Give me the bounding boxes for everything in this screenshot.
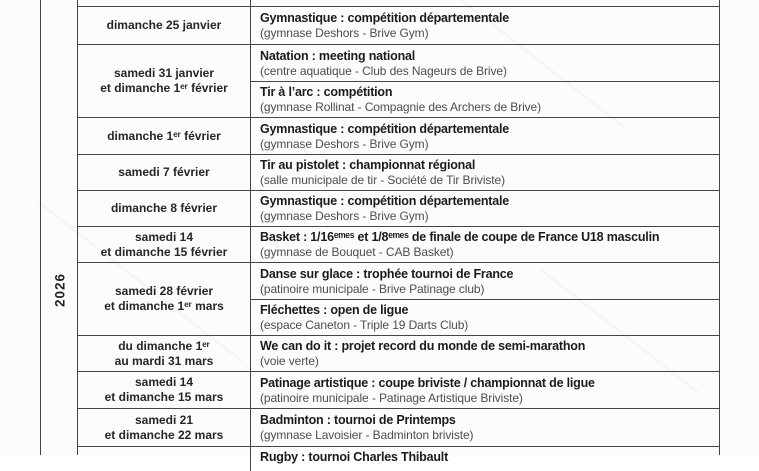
date-cell	[78, 7, 251, 44]
date-line: et dimanche 22 mars	[104, 427, 224, 442]
events-cell	[251, 227, 719, 262]
event-venue: (patinoire municipale - Brive Patinage club)	[260, 281, 485, 296]
table-row	[78, 227, 719, 263]
event-venue: (patinoire municipale - Patinage Artistique Briviste)	[260, 390, 523, 405]
date-cell	[78, 227, 251, 262]
events-cell	[251, 7, 719, 44]
table-row	[78, 118, 719, 155]
event	[251, 191, 719, 226]
events-cell	[251, 118, 719, 154]
table-row	[78, 155, 719, 191]
date-line: dimanche 8 février	[110, 201, 218, 215]
event	[251, 155, 719, 190]
table-row	[78, 45, 719, 118]
date-line: dimanche 1ᵉʳ février	[107, 128, 221, 143]
date-cell	[78, 118, 251, 154]
date-line: et dimanche 15 février	[100, 244, 228, 259]
event-venue: (gymnase Deshors - Brive Gym)	[260, 26, 429, 40]
events-cell	[251, 447, 719, 471]
events-cell	[251, 0, 719, 6]
event	[251, 300, 719, 335]
date-cell	[78, 191, 251, 226]
event-title: Danse sur glace : trophée tournoi de France	[260, 266, 514, 281]
table-row	[78, 191, 719, 227]
date-cell	[78, 336, 251, 371]
table-row-clipped-top	[78, 0, 719, 7]
table-row	[78, 7, 719, 45]
event-title: Basket : 1/16ᵉᵐᵉˢ et 1/8ᵉᵐᵉˢ de finale de coupe de France U18 masculin	[260, 230, 660, 244]
date-line: samedi 14	[134, 375, 194, 389]
date-cell	[78, 409, 251, 446]
date-cell	[78, 372, 251, 408]
date-line: samedi 7 février	[118, 165, 210, 179]
date-cell	[78, 0, 251, 6]
event-title: Fléchettes : open de ligue	[260, 303, 409, 317]
date-line: samedi 31 janvier	[113, 66, 215, 80]
events-cell	[251, 372, 719, 408]
events-cell	[251, 191, 719, 226]
events-cell	[251, 336, 719, 371]
date-line: au mardi 31 mars	[114, 353, 214, 368]
event	[251, 447, 719, 471]
event	[251, 82, 719, 117]
event-title: We can do it : projet record du monde de semi-marathon	[260, 339, 586, 353]
event-venue: (gymnase Deshors - Brive Gym)	[260, 209, 429, 223]
table-row	[78, 336, 719, 372]
table-row	[78, 409, 719, 447]
event-title: Gymnastique : compétition départementale	[260, 194, 509, 208]
events-cell	[251, 409, 719, 446]
event	[251, 372, 719, 408]
events-cell	[251, 155, 719, 190]
year-label: 2026	[52, 272, 67, 308]
event-title: Rugby : tournoi Charles Thibault	[260, 450, 449, 464]
event-venue: (gymnase Lavoisier - Badminton briviste)	[260, 428, 474, 442]
date-cell	[78, 155, 251, 190]
date-cell	[78, 263, 251, 335]
event-venue: (centre aquatique - Club des Nageurs de Brive)	[260, 63, 507, 78]
event-title: Tir à l’arc : compétition	[260, 85, 393, 99]
date-line: dimanche 25 janvier	[106, 18, 222, 32]
events-cell	[251, 263, 719, 335]
events-cell	[251, 45, 719, 117]
event	[251, 227, 719, 262]
event-title: Gymnastique : compétition départementale	[260, 11, 509, 25]
event-title: Badminton : tournoi de Printemps	[260, 413, 456, 427]
date-line: et dimanche 15 mars	[104, 390, 224, 404]
table-row	[78, 263, 719, 336]
event-venue: (gymnase Deshors - Brive Gym)	[260, 136, 429, 151]
date-line: et dimanche 1ᵉʳ mars	[104, 299, 224, 313]
date-cell	[78, 447, 251, 471]
event-venue: (salle municipale de tir - Société de Tir Briviste)	[260, 173, 505, 187]
year-column	[40, 0, 78, 455]
event-venue: (gymnase de Bouquet - CAB Basket)	[260, 245, 454, 259]
event	[251, 7, 719, 44]
event-venue: (espace Caneton - Triple 19 Darts Club)	[260, 318, 469, 332]
event-title: Tir au pistolet : championnat régional	[260, 158, 476, 172]
event-title: Gymnastique : compétition départementale	[260, 121, 509, 136]
event	[251, 118, 719, 154]
table-row-clipped-bottom	[78, 447, 719, 471]
table-row	[78, 372, 719, 409]
event	[251, 336, 719, 371]
event-title: Natation : meeting national	[260, 48, 416, 63]
date-line: samedi 21	[134, 412, 194, 427]
event	[251, 409, 719, 446]
event-title: Patinage artistique : coupe briviste / championnat de ligue	[260, 375, 595, 390]
date-line: et dimanche 1ᵉʳ février	[100, 81, 228, 95]
date-line: samedi 14	[134, 229, 194, 244]
event	[251, 45, 719, 82]
date-cell	[78, 45, 251, 117]
event-venue: (voie verte)	[260, 354, 319, 368]
event-venue: (gymnase Rollinat - Compagnie des Archers de Brive)	[260, 100, 542, 114]
date-line: samedi 28 février	[114, 284, 214, 298]
event	[251, 263, 719, 300]
date-line: du dimanche 1ᵉʳ	[118, 338, 210, 353]
events-table	[77, 0, 720, 464]
